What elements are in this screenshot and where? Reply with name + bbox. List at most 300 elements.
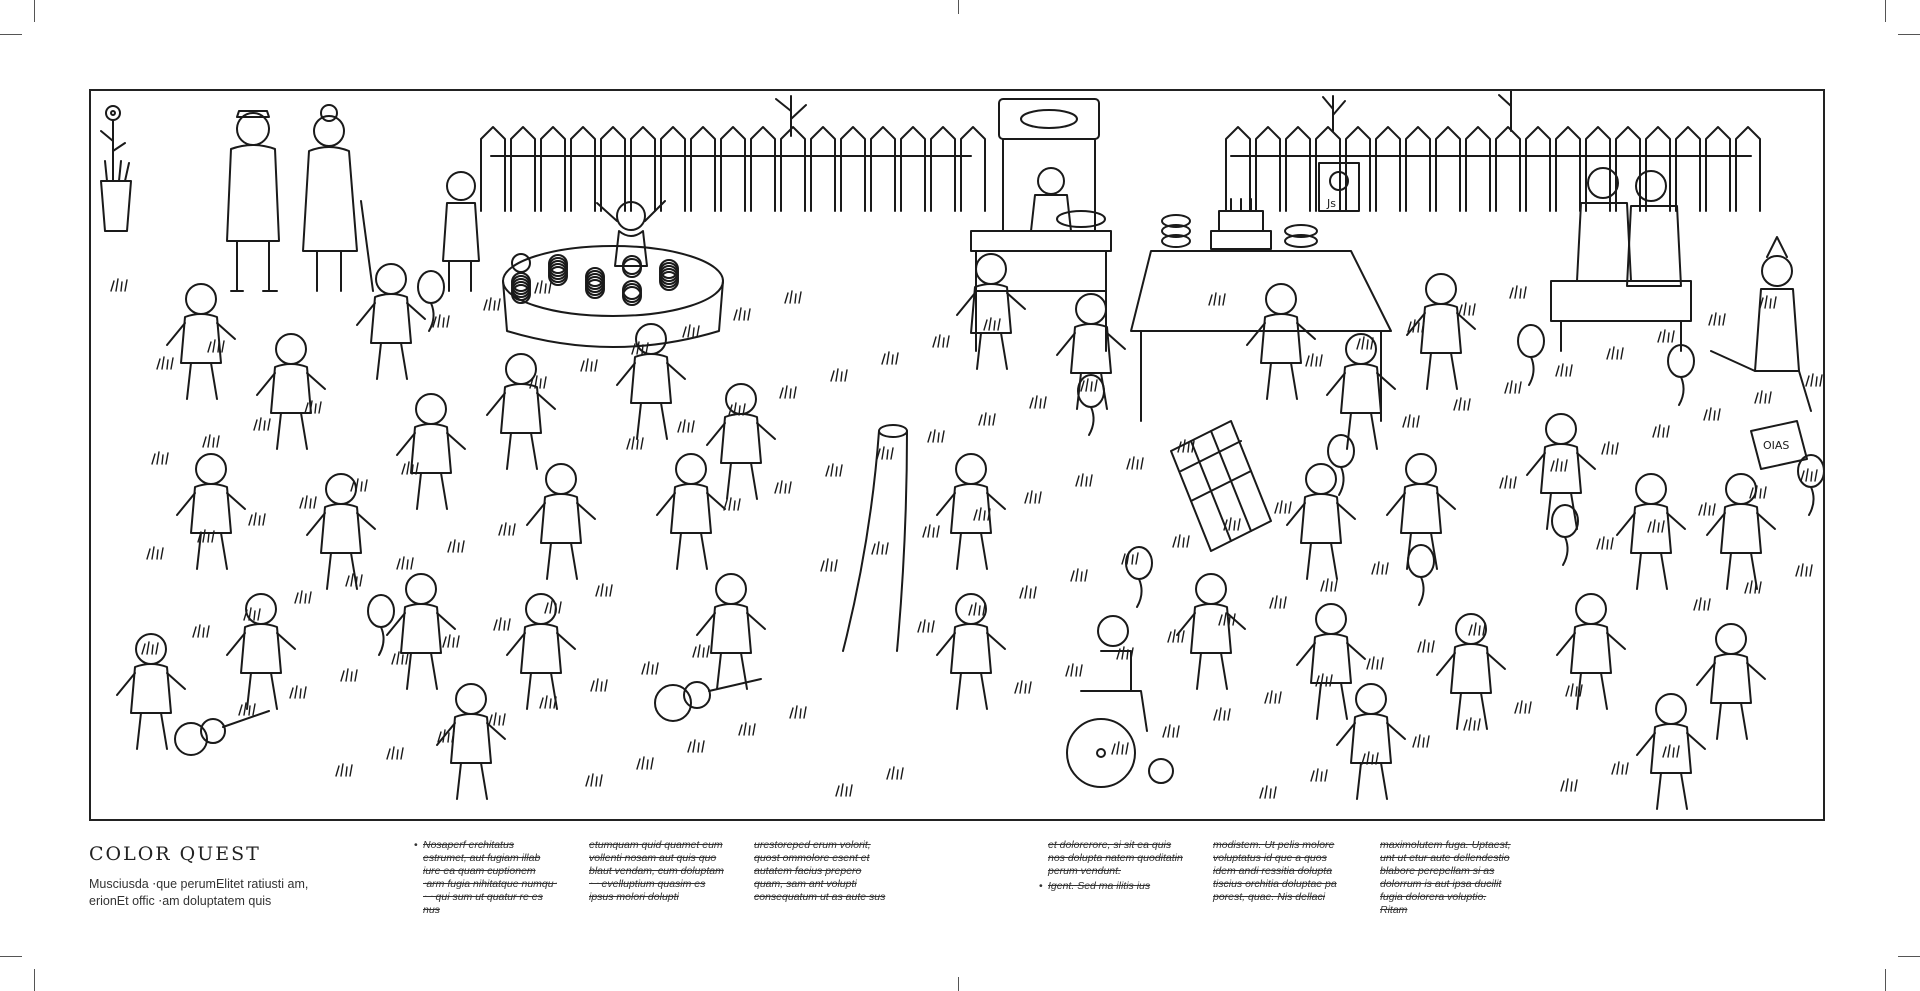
grass-tuft [581, 359, 597, 371]
person-body [191, 484, 231, 533]
grass-tuft [1122, 552, 1138, 564]
grass-tuft [1505, 381, 1521, 393]
balloon [1408, 545, 1434, 577]
food-stall [971, 99, 1111, 351]
person-legs [277, 413, 307, 449]
person-head [1356, 684, 1386, 714]
party-table [1131, 199, 1391, 421]
person-body [371, 294, 411, 343]
person-arms [1327, 373, 1395, 395]
grass-tuft [1403, 415, 1419, 427]
person-legs [1267, 363, 1297, 399]
crop-mark [0, 34, 22, 35]
struck-text: etumquam quid quamet eum vollenti nosam aut quis quo blaut vendam, cum doluptam ⋅ ⋅ evelluptium quasim es ipsus molori dolupti [589, 839, 724, 903]
person-body [241, 624, 281, 673]
person-head [506, 354, 536, 384]
person-arms [1557, 633, 1625, 655]
person-body [1571, 624, 1611, 673]
text-column [589, 839, 724, 906]
fence-picket [691, 127, 715, 211]
grass-tuft [1648, 520, 1664, 532]
grass-tuft [1112, 742, 1128, 754]
grass-tuft [1556, 364, 1572, 376]
fence-picket [1526, 127, 1550, 211]
grass-tuft [882, 352, 898, 364]
grass-tuft [387, 747, 403, 759]
grass-tuft [1597, 537, 1613, 549]
grass-tuft [688, 740, 704, 752]
person-body [951, 624, 991, 673]
person-body [401, 604, 441, 653]
balloon [1518, 325, 1544, 357]
person-legs [547, 543, 577, 579]
grass-tuft [1173, 535, 1189, 547]
person-arms [507, 633, 575, 655]
person-legs [1317, 683, 1347, 719]
grass-tuft [1745, 581, 1761, 593]
fence-picket [481, 127, 505, 211]
fence-picket [1736, 127, 1760, 211]
balloon-string [379, 627, 384, 655]
grass-tuft [1454, 398, 1470, 410]
person-body [271, 364, 311, 413]
grass-tuft [1699, 503, 1715, 515]
grass-tuft [1311, 769, 1327, 781]
fence-picket [1706, 127, 1730, 211]
grass-tuft [821, 559, 837, 571]
grass-tuft [1418, 640, 1434, 652]
grass-tuft [1270, 596, 1286, 608]
person-legs [327, 553, 357, 589]
crop-mark [958, 0, 959, 14]
person-head [546, 464, 576, 494]
grass-tuft [642, 662, 658, 674]
person-arms [177, 493, 245, 515]
fence-picket [811, 127, 835, 211]
grass-tuft [111, 279, 127, 291]
grass-tuft [1464, 718, 1480, 730]
person-arms [1697, 663, 1765, 685]
grass-tuft [1030, 396, 1046, 408]
grass-tuft [1265, 691, 1281, 703]
person-head [406, 574, 436, 604]
grass-tuft [586, 774, 602, 786]
pool-ball [512, 254, 530, 272]
grass-tuft [1653, 425, 1669, 437]
person-arms [1637, 733, 1705, 755]
balloon [418, 271, 444, 303]
person-head [676, 454, 706, 484]
grass-tuft [1372, 562, 1388, 574]
balloon-string [1563, 537, 1568, 565]
grass-tuft [305, 401, 321, 413]
person-head [1636, 474, 1666, 504]
grass-tuft [443, 635, 459, 647]
fence-picket [1286, 127, 1310, 211]
person-legs [507, 433, 537, 469]
grass-tuft [295, 591, 311, 603]
person-body [631, 354, 671, 403]
person-arms [1287, 503, 1355, 525]
grass-tuft [734, 308, 750, 320]
grass-tuft [499, 523, 515, 535]
person-legs [137, 713, 167, 749]
grass-tuft [678, 420, 694, 432]
grass-tuft [887, 767, 903, 779]
grass-tuft [147, 547, 163, 559]
grass-tuft [693, 645, 709, 657]
grass-tuft [1321, 579, 1337, 591]
crop-mark [1898, 34, 1920, 35]
person-body [451, 714, 491, 763]
fence-picket [541, 127, 565, 211]
party-coloring-illustration [91, 91, 1825, 821]
person-head [526, 594, 556, 624]
column-paragraph [1213, 839, 1348, 904]
person-arms [937, 633, 1005, 655]
person-body [1191, 604, 1231, 653]
text-column [754, 839, 889, 906]
grass-tuft [775, 481, 791, 493]
person-body [1401, 484, 1441, 533]
grass-tuft [1025, 491, 1041, 503]
person-arms [167, 323, 235, 345]
person-legs [1637, 553, 1667, 589]
grass-tuft [1500, 476, 1516, 488]
grass-tuft [1367, 657, 1383, 669]
picnic-blanket [1171, 421, 1271, 551]
person-head [716, 574, 746, 604]
balloon-string [1339, 467, 1344, 495]
grass-tuft [1209, 293, 1225, 305]
column-paragraph [1048, 880, 1183, 893]
grass-tuft [1316, 674, 1332, 686]
grass-tuft [254, 418, 270, 430]
person-body [721, 414, 761, 463]
tree [776, 96, 806, 136]
fence-picket [781, 127, 805, 211]
person-head [1576, 594, 1606, 624]
person-arms [1437, 653, 1505, 675]
grass-tuft [627, 437, 643, 449]
person-arms [1527, 453, 1595, 475]
fence-picket [1676, 127, 1700, 211]
grass-tuft [249, 513, 265, 525]
grass-tuft [433, 315, 449, 327]
grass-tuft [1413, 735, 1429, 747]
crop-mark [1898, 956, 1920, 957]
grass-tuft [351, 479, 367, 491]
person-arms [1337, 723, 1405, 745]
tree [1323, 96, 1345, 131]
grass-tuft [1015, 681, 1031, 693]
grass-tuft [1066, 664, 1082, 676]
person-legs [187, 363, 217, 399]
grass-tuft [1561, 779, 1577, 791]
grass-tuft [489, 713, 505, 725]
fence-picket [1256, 127, 1280, 211]
person-body [521, 624, 561, 673]
person-head [196, 454, 226, 484]
person-head [416, 394, 446, 424]
grass-tuft [1260, 786, 1276, 798]
balloon-string [1679, 377, 1684, 405]
person-legs [457, 763, 487, 799]
struck-text: Nosaperf erchitatus estrumet, aut fugiam illab iure ea quam cuptionem ⋅arm fugia nihitatque numqu⋅ ⋅ ⋅ qui sum ut quatur re es nus [423, 839, 557, 916]
fence-picket [661, 127, 685, 211]
grass-tuft [1755, 391, 1771, 403]
column-paragraph [1380, 839, 1515, 917]
person-arms [1297, 643, 1365, 665]
balloon-string [1137, 579, 1142, 607]
grass-tuft [1306, 354, 1322, 366]
grass-tuft [683, 325, 699, 337]
person-legs [1357, 763, 1387, 799]
person-arms [1247, 323, 1315, 345]
fence-picket [1466, 127, 1490, 211]
grass-tuft [535, 281, 551, 293]
grass-tuft [928, 430, 944, 442]
person-arms [657, 493, 725, 515]
balloon [368, 595, 394, 627]
grass-tuft [637, 757, 653, 769]
text-column [1213, 839, 1348, 906]
balloon-string [1809, 487, 1814, 515]
fence-picket [721, 127, 745, 211]
balloon-string [1419, 577, 1424, 605]
person-head [1266, 284, 1296, 314]
person-legs [247, 673, 277, 709]
grass-tuft [484, 298, 500, 310]
person-head [1306, 464, 1336, 494]
fence-picket [841, 127, 865, 211]
person-legs [677, 533, 707, 569]
grass-tuft [1510, 286, 1526, 298]
person-arms [707, 423, 775, 445]
person-body [1711, 654, 1751, 703]
fence-picket [1436, 127, 1460, 211]
grass-tuft [933, 335, 949, 347]
fence-picket [1406, 127, 1430, 211]
person-head [1726, 474, 1756, 504]
person-body [1351, 714, 1391, 763]
struck-text: et dolorerore, si sit ea quis nos dolupta natem quoditatin perum vendunt. [1048, 839, 1183, 877]
grass-tuft [290, 686, 306, 698]
fence-picket [751, 127, 775, 211]
person-head [1316, 604, 1346, 634]
person-body [501, 384, 541, 433]
grass-tuft [1607, 347, 1623, 359]
grass-tuft [336, 764, 352, 776]
grass-tuft [1071, 569, 1087, 581]
text-column [1380, 839, 1515, 919]
grass-tuft [877, 447, 893, 459]
grass-tuft [826, 464, 842, 476]
balloon [1328, 435, 1354, 467]
grass-tuft [1760, 296, 1776, 308]
grass-tuft [1658, 330, 1674, 342]
fence-picket [901, 127, 925, 211]
person-head [956, 454, 986, 484]
tree [1499, 91, 1511, 131]
fence-picket [931, 127, 955, 211]
crop-mark [0, 956, 22, 957]
elderly-couple [227, 105, 373, 291]
person-head [276, 334, 306, 364]
grass-tuft [1750, 486, 1766, 498]
grass-tuft [591, 679, 607, 691]
text-column [1048, 839, 1183, 895]
grass-tuft [1602, 442, 1618, 454]
person-arms [527, 503, 595, 525]
column-paragraph [754, 839, 889, 904]
struck-text: Igent. Sed ma ilitis ius [1048, 880, 1151, 892]
child-with-hat [1711, 237, 1811, 411]
person-legs [407, 653, 437, 689]
fence-picket [1226, 127, 1250, 211]
balloon-string [1529, 357, 1534, 385]
grass-tuft [724, 498, 740, 510]
page-title: COLOR QUEST [89, 843, 261, 865]
person-legs [377, 343, 407, 379]
grass-tuft [836, 784, 852, 796]
grass-tuft [1551, 459, 1567, 471]
person-arms [617, 363, 685, 385]
balloon [1798, 455, 1824, 487]
person-body [131, 664, 171, 713]
crop-mark [1885, 969, 1886, 991]
person-head [186, 284, 216, 314]
grass-tuft [785, 291, 801, 303]
person-body [951, 484, 991, 533]
column-paragraph [423, 839, 558, 917]
person-head [136, 634, 166, 664]
person-arms [1707, 513, 1775, 535]
grass-tuft [244, 608, 260, 620]
person-legs [1457, 693, 1487, 729]
person-body [1261, 314, 1301, 363]
person-body [1421, 304, 1461, 353]
person-body [1451, 644, 1491, 693]
balloon-string [1089, 407, 1094, 435]
fence-right [1226, 127, 1760, 211]
grass-tuft [979, 413, 995, 425]
guitar [175, 711, 269, 755]
person-arms [437, 723, 505, 745]
grass-tuft [1214, 708, 1230, 720]
grass-tuft [1076, 474, 1092, 486]
grass-tuft [545, 601, 561, 613]
crate [1751, 421, 1807, 469]
balloons [368, 271, 1824, 655]
person-arms [357, 303, 425, 325]
person-head [1546, 414, 1576, 444]
grass-tuft [1459, 303, 1475, 315]
grass-tuft [142, 642, 158, 654]
grass-tuft [203, 435, 219, 447]
grass-tuft [1127, 457, 1143, 469]
person-arms [387, 613, 455, 635]
person-body [1721, 504, 1761, 553]
person-arms [257, 373, 325, 395]
title-description: Musciusda ⋅que perumElitet ratiusti am, erionEt offic ⋅am doluptatem quis [89, 877, 309, 908]
grass-tuft [1704, 408, 1720, 420]
fence-picket [601, 127, 625, 211]
grass-tuft [872, 542, 888, 554]
grass-tuft [923, 525, 939, 537]
person-arms [307, 513, 375, 535]
fence-picket [1616, 127, 1640, 211]
column-paragraph [1048, 839, 1183, 878]
person-legs [417, 473, 447, 509]
person-head [1426, 274, 1456, 304]
person-arms [1057, 333, 1125, 355]
wheelchair [1067, 616, 1173, 787]
fence-picket [871, 127, 895, 211]
person-body [541, 494, 581, 543]
person-legs [957, 533, 987, 569]
person-head [1656, 694, 1686, 724]
person-head [1076, 294, 1106, 324]
guitar [655, 679, 761, 721]
grass-tuft [1469, 623, 1485, 635]
column-paragraph [589, 839, 724, 904]
grass-tuft [208, 340, 224, 352]
grass-tuft [1694, 598, 1710, 610]
grass-tuft [152, 452, 168, 464]
grass-tuft [1275, 501, 1291, 513]
grass-tuft [790, 706, 806, 718]
crop-mark [958, 977, 959, 991]
person-head [636, 324, 666, 354]
person-legs [1657, 773, 1687, 809]
grass-tuft [341, 669, 357, 681]
crop-mark [34, 969, 35, 991]
party-crowd [117, 254, 1775, 809]
crop-mark [1885, 0, 1886, 22]
fence-picket [631, 127, 655, 211]
person-arms [1407, 313, 1475, 335]
struck-text: urestoreped erum volorit, quost ommolore esent et autatem facius prepero quam, sam ant volupti consequatum ut as aute sus [754, 839, 886, 903]
fence-left [481, 127, 985, 211]
person-arms [937, 493, 1005, 515]
grass-tuft [984, 318, 1000, 330]
fence-picket [961, 127, 985, 211]
fence-picket [571, 127, 595, 211]
grass-tuft [540, 696, 556, 708]
grass-tuft [448, 540, 464, 552]
person-head [456, 684, 486, 714]
fence-picket [1376, 127, 1400, 211]
person-head [976, 254, 1006, 284]
balloon [1552, 505, 1578, 537]
grass-tuft [1796, 564, 1812, 576]
grass-tuft [1163, 725, 1179, 737]
grass-tuft [494, 618, 510, 630]
illustration-frame [89, 89, 1825, 821]
grass-tuft [1806, 374, 1822, 386]
grass-tuft [1515, 701, 1531, 713]
grass-tuft [157, 357, 173, 369]
person-body [181, 314, 221, 363]
grass-tuft [1612, 762, 1628, 774]
struck-text: maximolutem fuga. Uptaest, unt ut etur aute dellendestio blabore perepellam si as dolorrum is aut ipsa ducilit fugia dolorera voluptio. Ritam [1380, 839, 1511, 916]
grass-tuft [596, 584, 612, 596]
person-legs [977, 333, 1007, 369]
grass-tuft [1801, 469, 1817, 481]
grass-tuft [1709, 313, 1725, 325]
svg-text:Js: Js [1327, 197, 1336, 210]
